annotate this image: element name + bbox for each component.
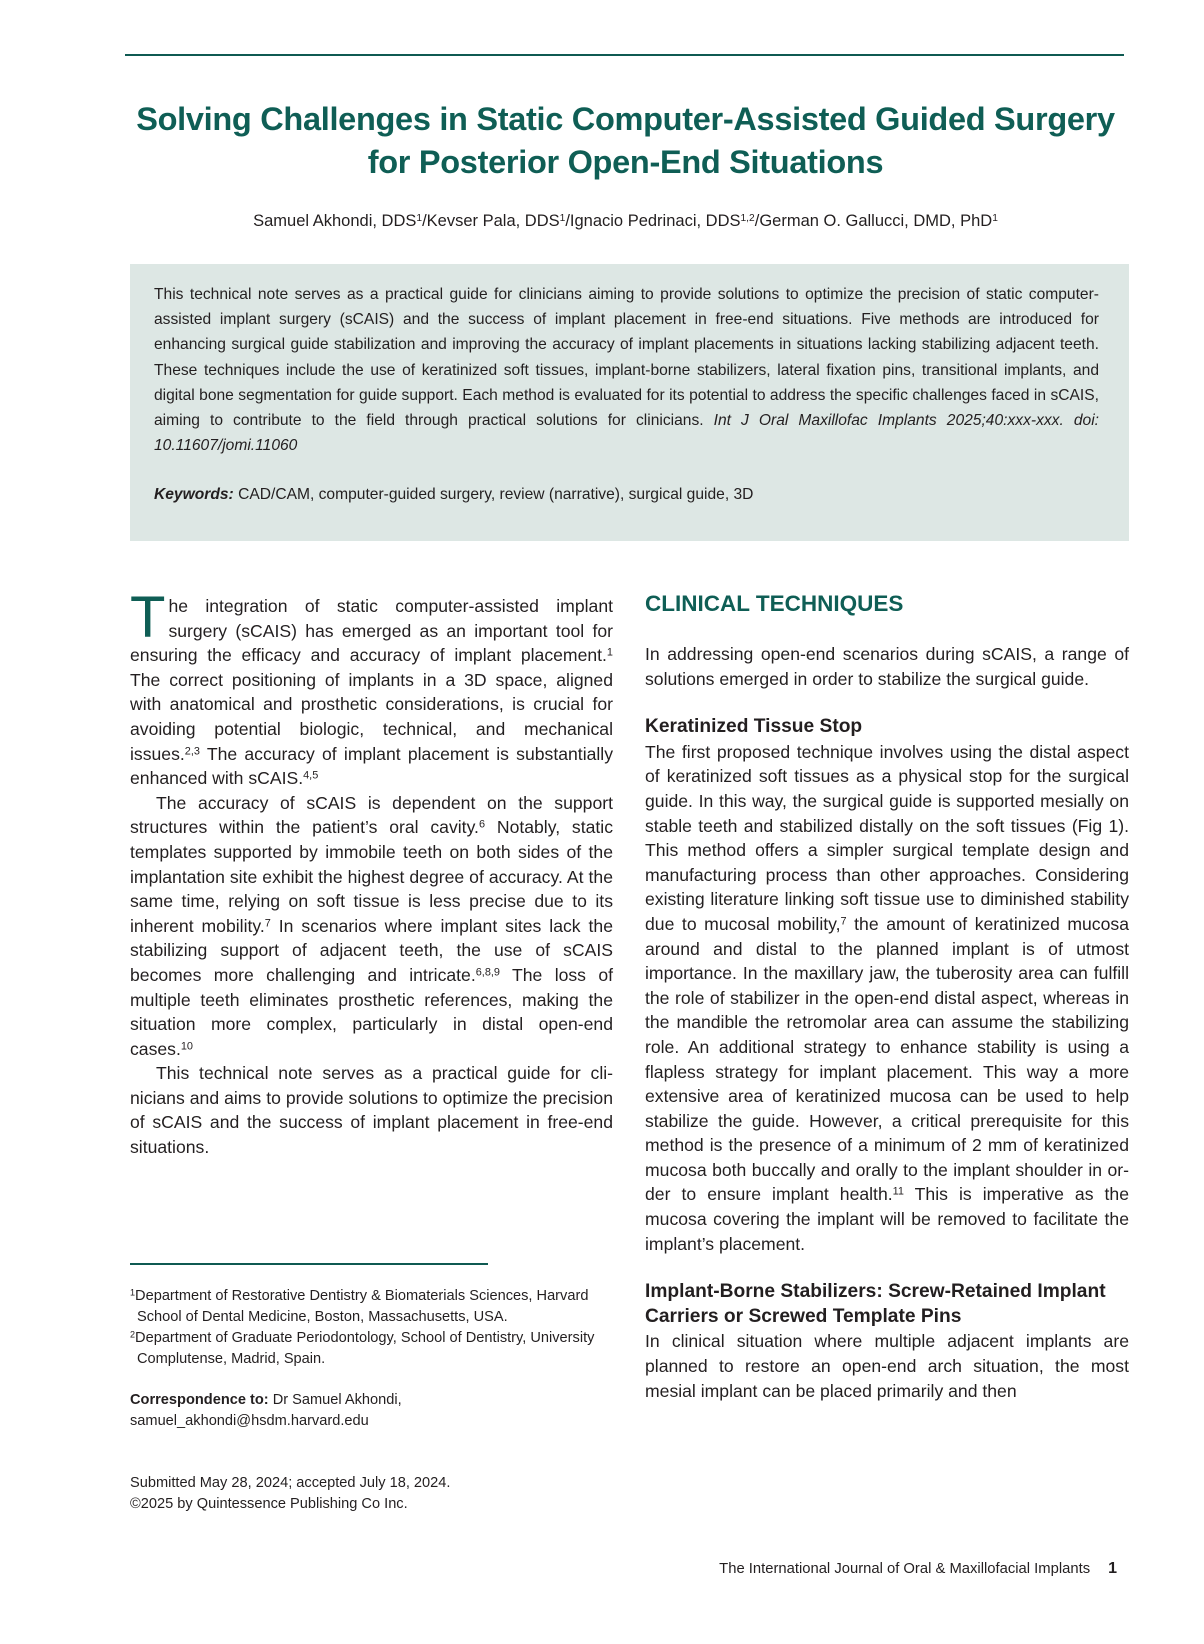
page-footer bbox=[719, 1559, 1117, 1579]
keywords bbox=[154, 482, 1099, 507]
footnote-rule bbox=[130, 1263, 488, 1265]
citation-marker: 2,3 bbox=[184, 745, 200, 758]
intro-paragraph-2: The accuracy of sCAIS is dependent on the support structures within the patient’s oral cavity.$^6$ Notably, static templates supported by immobile teeth on both sides of the implantation site exhibit the highest degree of accuracy. At the same time, relying on soft tissue is less precise due to its inherent mobility.$^7$ In scenarios where implant sites lack the stabilizing support of adjacent teeth, the use of sCAIS becomes more challenging and intricate.$^{6,8,9}$ The loss of multiple teeth eliminates prosthetic references, making the situation more complex, particularly in distal open-end cases.$^{10}$ bbox=[130, 792, 614, 1059]
citation-marker: 1 bbox=[606, 646, 613, 659]
clinical-intro: In addressing open-end scenarios during sCAIS, a range of solutions emerged in order to stabilize the surgical guide. bbox=[645, 644, 1129, 689]
keywords-label: Keywords: bbox=[154, 486, 234, 504]
footnotes bbox=[130, 1286, 610, 1515]
abstract-box bbox=[130, 264, 1129, 541]
intro-paragraph-1 bbox=[130, 585, 613, 791]
header-rule bbox=[125, 54, 1124, 56]
citation-marker: 11 bbox=[892, 1186, 904, 1199]
left-column bbox=[130, 585, 614, 1160]
article-title: Solving Challenges in Static Computer-Assisted Guided Surgery for Posterior Open-End Situations bbox=[136, 101, 1115, 180]
affiliation-1-marker: 1 bbox=[130, 1287, 136, 1298]
page-number: 1 bbox=[1108, 1560, 1117, 1577]
citation-marker: 6 bbox=[478, 818, 486, 831]
author-name: Ignacio Pedrinaci, DDS bbox=[569, 212, 741, 230]
affiliation-2 bbox=[130, 1328, 610, 1370]
drop-cap: T bbox=[130, 585, 166, 650]
keratinized-paragraph: The first proposed technique involves using the distal aspect of keratinized soft tissues as a physical stop for the surgical guide. In this way, the surgical guide is supported mesially on stable teeth and stabilized distally on the soft tissues (Fig 1). This method offers a simpler surgical template design and manufacturing process than other approaches. Considering existing literature linking soft tissue use to diminished stability due to mucosal mobility,$^7$ the amount of keratinized mucosa around and distal to the planned implant is of utmost importance. In the maxillary jaw, the tuberosity area can fulfill the role of stabilizer in the open-end distal aspect, whereas in the mandible the retromolar area can assume the stabilizing role. An additional strategy to enhance stability is using a flapless strategy for implant placement. This way a more extensive area of keratinized mucosa can be used to help stabilize the guide. However, a critical prerequisite for this method is the presence of a minimum of 2 mm of keratinized mucosa both buccally and orally to the implant shoulder in order to ensure implant health.$^{11}$ This is imperative as the mucosa covering the implant will be removed to facilitate the implant’s placement. bbox=[645, 741, 1129, 1254]
author-affiliation-marker: 1 bbox=[992, 212, 998, 224]
intro-paragraph-3: This technical note serves as a practical guide for clinicians and aims to provide solutions to optimize the precision of sCAIS and the success of implant placement in free-end situations. bbox=[130, 1063, 613, 1158]
author-name: Kevser Pala, DDS bbox=[426, 212, 560, 230]
citation-marker: 7 bbox=[840, 915, 847, 928]
author-name: Samuel Akhondi, DDS bbox=[253, 212, 417, 230]
implant-borne-paragraph: In clinical situation where multiple adjacent implants are planned to restore an open-end arch situation, the most mesial implant can be placed primarily and then bbox=[645, 1331, 1129, 1401]
author-list: Samuel Akhondi, DDS$^1$/Kevser Pala, DDS$^1$/Ignacio Pedrinaci, DDS$^{1,2}$/German O. Gallucci, DMD, PhD$^1$ bbox=[253, 212, 998, 230]
intro-paragraph-1-text: he integration of static computer-assisted implant surgery (sCAIS) has emerged as an important tool for ensuring the efficacy and accuracy of implant placement.$^1$ The correct positioning of implants in a 3D space, aligned with anatomical and prosthetic considerations, is crucial for avoiding potential biologic, technical, and mechanical issues.$^{2,3}$ The accuracy of implant placement is substantially enhanced with sCAIS.$^{4,5}$ bbox=[130, 596, 613, 789]
subsection-heading-keratinized: Keratinized Tissue Stop bbox=[645, 716, 863, 738]
abstract-body: This technical note serves as a practical guide for clinicians aiming to provide solutions to optimize the precision of static computer-assisted implant surgery (sCAIS) and the success of implant placement in free-end situations. Five methods are introduced for enhancing surgical guide stabilization and improving the accuracy of implant placements in situations lacking stabilizing adjacent teeth. These techniques include the use of keratinized soft tissues, implant-borne stabilizers, lateral fixation pins, transitional implants, and digital bone segmentation for guide support. Each method is evaluated for its potential to address the specific challenges faced in sCAIS, aiming to contribute to the field through practical solutions for clinicians. bbox=[154, 286, 1099, 430]
journal-name: The International Journal of Oral & Maxillofacial Implants bbox=[719, 1561, 1091, 1577]
citation-marker: 10 bbox=[180, 1040, 193, 1053]
correspondence-label: Correspondence to: bbox=[130, 1392, 269, 1408]
correspondence-name: Dr Samuel Akhondi, bbox=[268, 1392, 402, 1408]
author-affiliation-marker: 1,2 bbox=[740, 212, 755, 224]
correspondence bbox=[130, 1390, 610, 1411]
section-heading: CLINICAL TECHNIQUES bbox=[645, 591, 904, 616]
submission-dates: Submitted May 28, 2024; accepted July 18, 2024. bbox=[130, 1475, 451, 1491]
affiliation-2-marker: 2 bbox=[130, 1329, 136, 1340]
author-affiliation-marker: 1 bbox=[416, 212, 423, 224]
affiliation-1 bbox=[130, 1286, 610, 1328]
abstract-citation: Int J Oral Maxillofac Implants 2025;40:xxx-xxx. doi: 10.11607/jomi.11060 bbox=[154, 412, 1099, 455]
author-name: German O. Gallucci, DMD, PhD bbox=[759, 212, 993, 230]
author-affiliation-marker: 1 bbox=[559, 212, 566, 224]
affiliation-2-text: Department of Graduate Periodontology, School of Dentistry, University Complutense, Madrid, Spain. bbox=[135, 1330, 595, 1367]
correspondence-email[interactable]: samuel_akhondi@hsdm.harvard.edu bbox=[130, 1413, 369, 1429]
copyright: ©2025 by Quintessence Publishing Co Inc. bbox=[130, 1496, 408, 1512]
citation-marker: 4,5 bbox=[303, 769, 319, 782]
subsection-heading-implant-borne: Implant-Borne Stabilizers: Screw-Retained Implant Carriers or Screwed Template Pins bbox=[645, 1281, 1106, 1327]
affiliation-1-text: Department of Restorative Dentistry & Biomaterials Sciences, Harvard School of Dental Medicine, Boston, Massachusetts, USA. bbox=[135, 1288, 589, 1325]
keywords-list: CAD/CAM, computer-guided surgery, review (narrative), surgical guide, 3D bbox=[233, 486, 754, 504]
citation-marker: 7 bbox=[264, 917, 271, 930]
right-column bbox=[645, 590, 1129, 1403]
abstract-text bbox=[154, 282, 1099, 458]
citation-marker: 6,8,9 bbox=[475, 966, 500, 979]
